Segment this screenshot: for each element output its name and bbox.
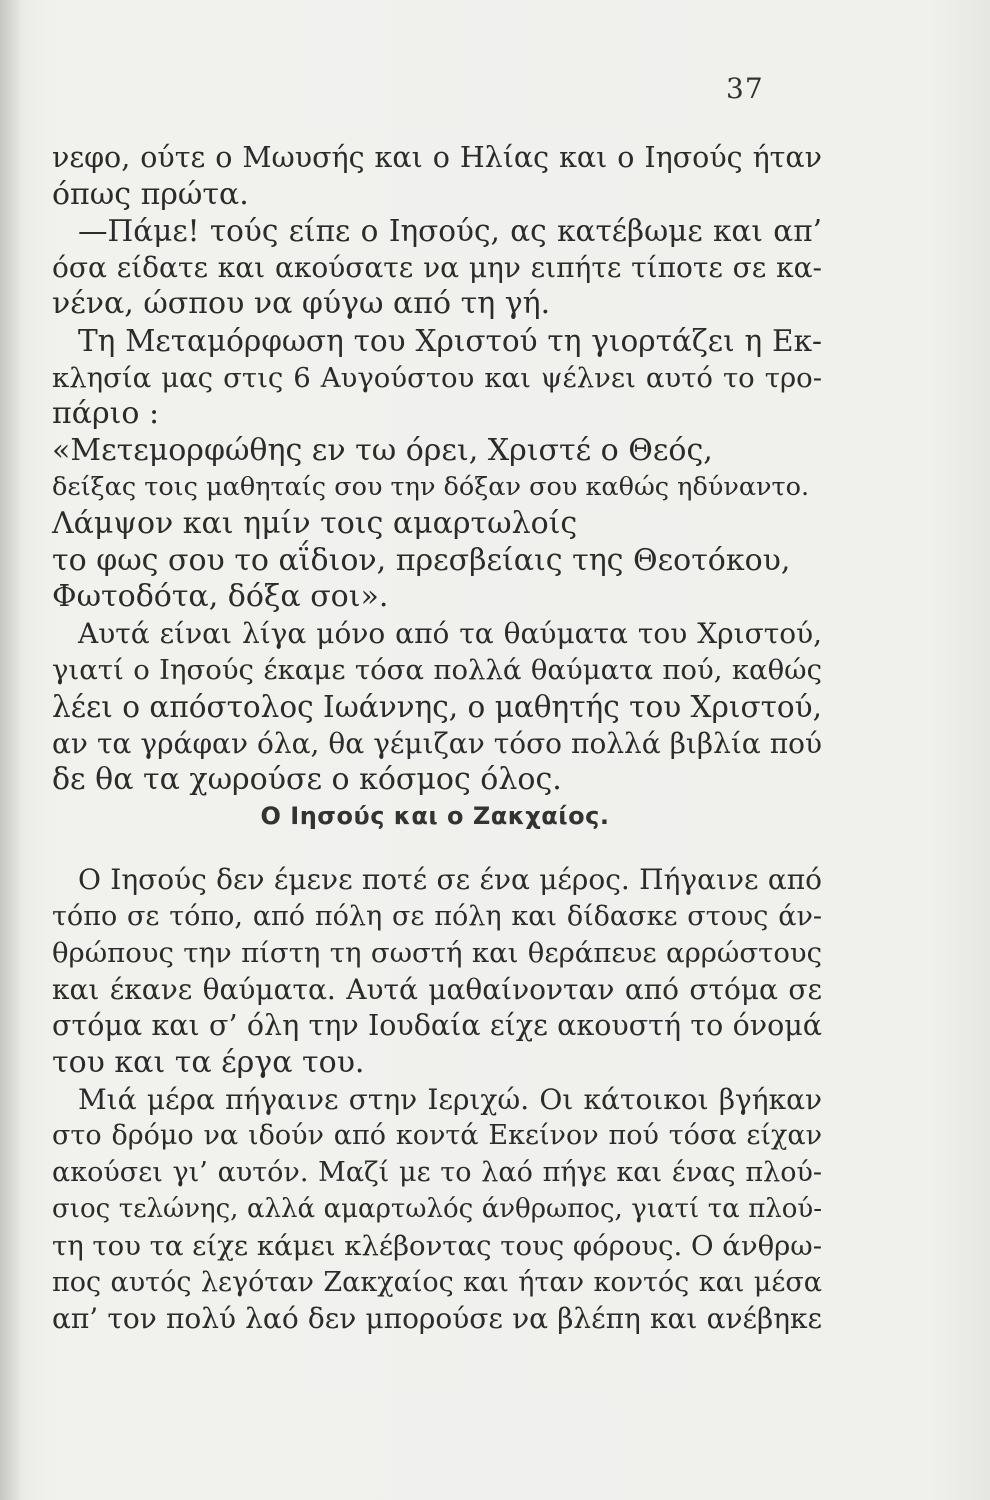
text-line: στόμα και σ’ όλη την Ιουδαία είχε ακουστή το όνομά	[52, 1009, 822, 1043]
page-gutter-shadow	[0, 0, 22, 1500]
hymn-line: Φωτοδότα, δόξα σοι».	[52, 579, 389, 615]
text-line: Ο Ιησούς δεν έμενε ποτέ σε ένα μέρος. Πήγαινε από	[78, 863, 822, 896]
text-line: σιος τελώνης, αλλά αμαρτωλός άνθρωπος, γιατί τα πλού-	[52, 1194, 822, 1225]
text-line: Τη Μεταμόρφωση του Χριστού τη γιορτάζει η Εκ-	[78, 323, 822, 358]
text-line: πος αυτός λεγόταν Ζακχαίος και ήταν κοντός και μέσα	[52, 1266, 822, 1298]
text-line: πάριο :	[52, 396, 160, 432]
text-line: αν τα γράφαν όλα, θα γέμιζαν τόσο πολλά βιβλία πού	[52, 726, 822, 760]
text-line: νένα, ώσπου να φύγω από τη γή.	[52, 286, 551, 322]
text-line: γιατί ο Ιησούς έκαμε τόσα πολλά θαύματα πού, καθώς	[52, 654, 822, 687]
hymn-line: «Μετεμορφώθης εν τω όρει, Χριστέ ο Θεός,	[52, 432, 713, 468]
text-line: όπως πρώτα.	[52, 176, 249, 212]
body-text-section-one	[52, 140, 822, 799]
text-line: του και τα έργα του.	[52, 1044, 365, 1080]
text-line: Μιά μέρα πήγαινε στην Ιεριχώ. Οι κάτοικοι βγήκαν	[78, 1082, 822, 1116]
text-line: στο δρόμο να ιδούν από κοντά Εκείνον πού τόσα είχαν	[52, 1120, 822, 1152]
text-line: —Πάμε! τούς είπε ο Ιησούς, ας κατέβωμε και απ’	[78, 214, 822, 249]
text-line: και έκανε θαύματα. Αυτά μαθαίνονταν από στόμα σε	[52, 972, 822, 1006]
text-line: όσα είδατε και ακούσατε να μην ειπήτε τίποτε σε κα-	[52, 250, 822, 284]
section-heading: Ο Ιησούς και ο Ζακχαίος.	[260, 802, 610, 830]
body-text-section-two	[52, 862, 822, 1338]
hymn-line: το φως σου το αΐδιον, πρεσβείαις της Θεοτόκου,	[52, 542, 791, 578]
text-line: θρώπους την πίστη τη σωστή και θεράπευε αρρώστους	[52, 937, 822, 970]
text-line: τόπο σε τόπο, από πόλη σε πόλη και δίδασκε στους άν-	[52, 900, 822, 932]
hymn-line: δείξας τοις μαθηταίς σου την δόξαν σου καθώς ηδύναντο.	[52, 472, 810, 503]
text-line: απ’ τον πολύ λαό δεν μπορούσε να βλέπη και ανέβηκε	[52, 1302, 822, 1336]
text-line: ακούσει γι’ αυτόν. Μαζί με το λαό πήγε και ένας πλού-	[52, 1156, 822, 1188]
page-number: 37	[726, 72, 764, 105]
text-line: λέει ο απόστολος Ιωάννης, ο μαθητής του Χριστού,	[52, 689, 822, 724]
text-line: κλησία μας στις 6 Αυγούστου και ψέλνει αυτό το τρο-	[52, 361, 822, 394]
text-line: τη του τα είχε κάμει κλέβοντας τους φόρους. Ο άνθρω-	[52, 1229, 823, 1262]
text-line: νεφο, ούτε ο Μωυσής και ο Ηλίας και ο Ιησούς ήταν	[52, 141, 822, 174]
hymn-line: Λάμψον και ημίν τοις αμαρτωλοίς	[52, 505, 578, 541]
text-line: Αυτά είναι λίγα μόνο από τα θαύματα του Χριστού,	[78, 616, 822, 650]
text-line: δε θα τα χωρούσε ο κόσμος όλος.	[52, 762, 562, 798]
